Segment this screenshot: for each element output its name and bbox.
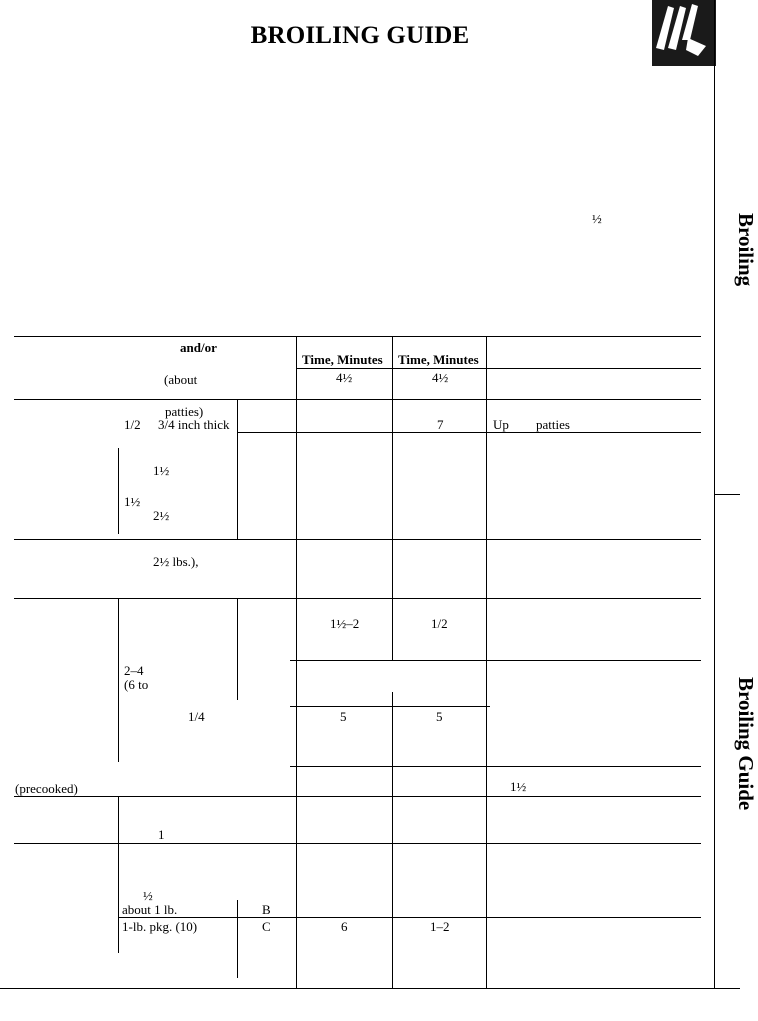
cell-precooked: (precooked) [15,781,78,796]
cell-about: (about [164,372,198,387]
cell-two-half-lbs: 2½ lbs.), [153,554,199,569]
cell-c: C [262,919,271,934]
cell-pkg: 1-lb. pkg. (10) [122,919,198,934]
cell-thick: 3/4 inch thick [158,417,230,432]
page-title: BROILING GUIDE [250,22,470,49]
cell-range: 1½–2 [330,616,360,631]
cell-seven: 7 [437,417,444,432]
header-and-or: and/or [180,340,217,355]
cell-five-b: 5 [436,709,443,724]
cell-quarter: 1/4 [188,709,205,724]
cell-about-lb: about 1 lb. [122,902,178,917]
cell-time-b: 4½ [432,370,449,385]
cell-six: 6 [341,919,348,934]
cell-one-half-b: 1½ [124,494,141,509]
cell-time-a: 4½ [336,370,353,385]
cell-one: 1 [158,827,165,842]
cell-patties: patties) [165,404,204,419]
cell-b: B [262,902,271,917]
cell-patties-2: patties [536,417,570,432]
cell-one-half-c: 1½ [510,779,527,794]
cell-half-3: ½ [143,888,153,903]
intro-fraction: ½ [592,211,602,226]
cell-five-a: 5 [340,709,347,724]
cell-half: 1/2 [124,417,141,432]
cell-one-two: 1–2 [430,919,450,934]
cell-two-half: 2½ [153,508,170,523]
cell-one-half-a: 1½ [153,463,170,478]
cell-half-2: 1/2 [431,616,448,631]
header-time-1: Time, Minutes [302,352,383,367]
cell-up: Up [493,417,509,432]
header-time-2: Time, Minutes [398,352,479,367]
cell-six-to: (6 to [124,677,149,692]
tab-broiling-guide: Broiling Guide [734,677,758,811]
tab-broiling: Broiling [734,213,758,287]
tab-divider [714,494,740,495]
cell-two-four: 2–4 [124,663,144,678]
